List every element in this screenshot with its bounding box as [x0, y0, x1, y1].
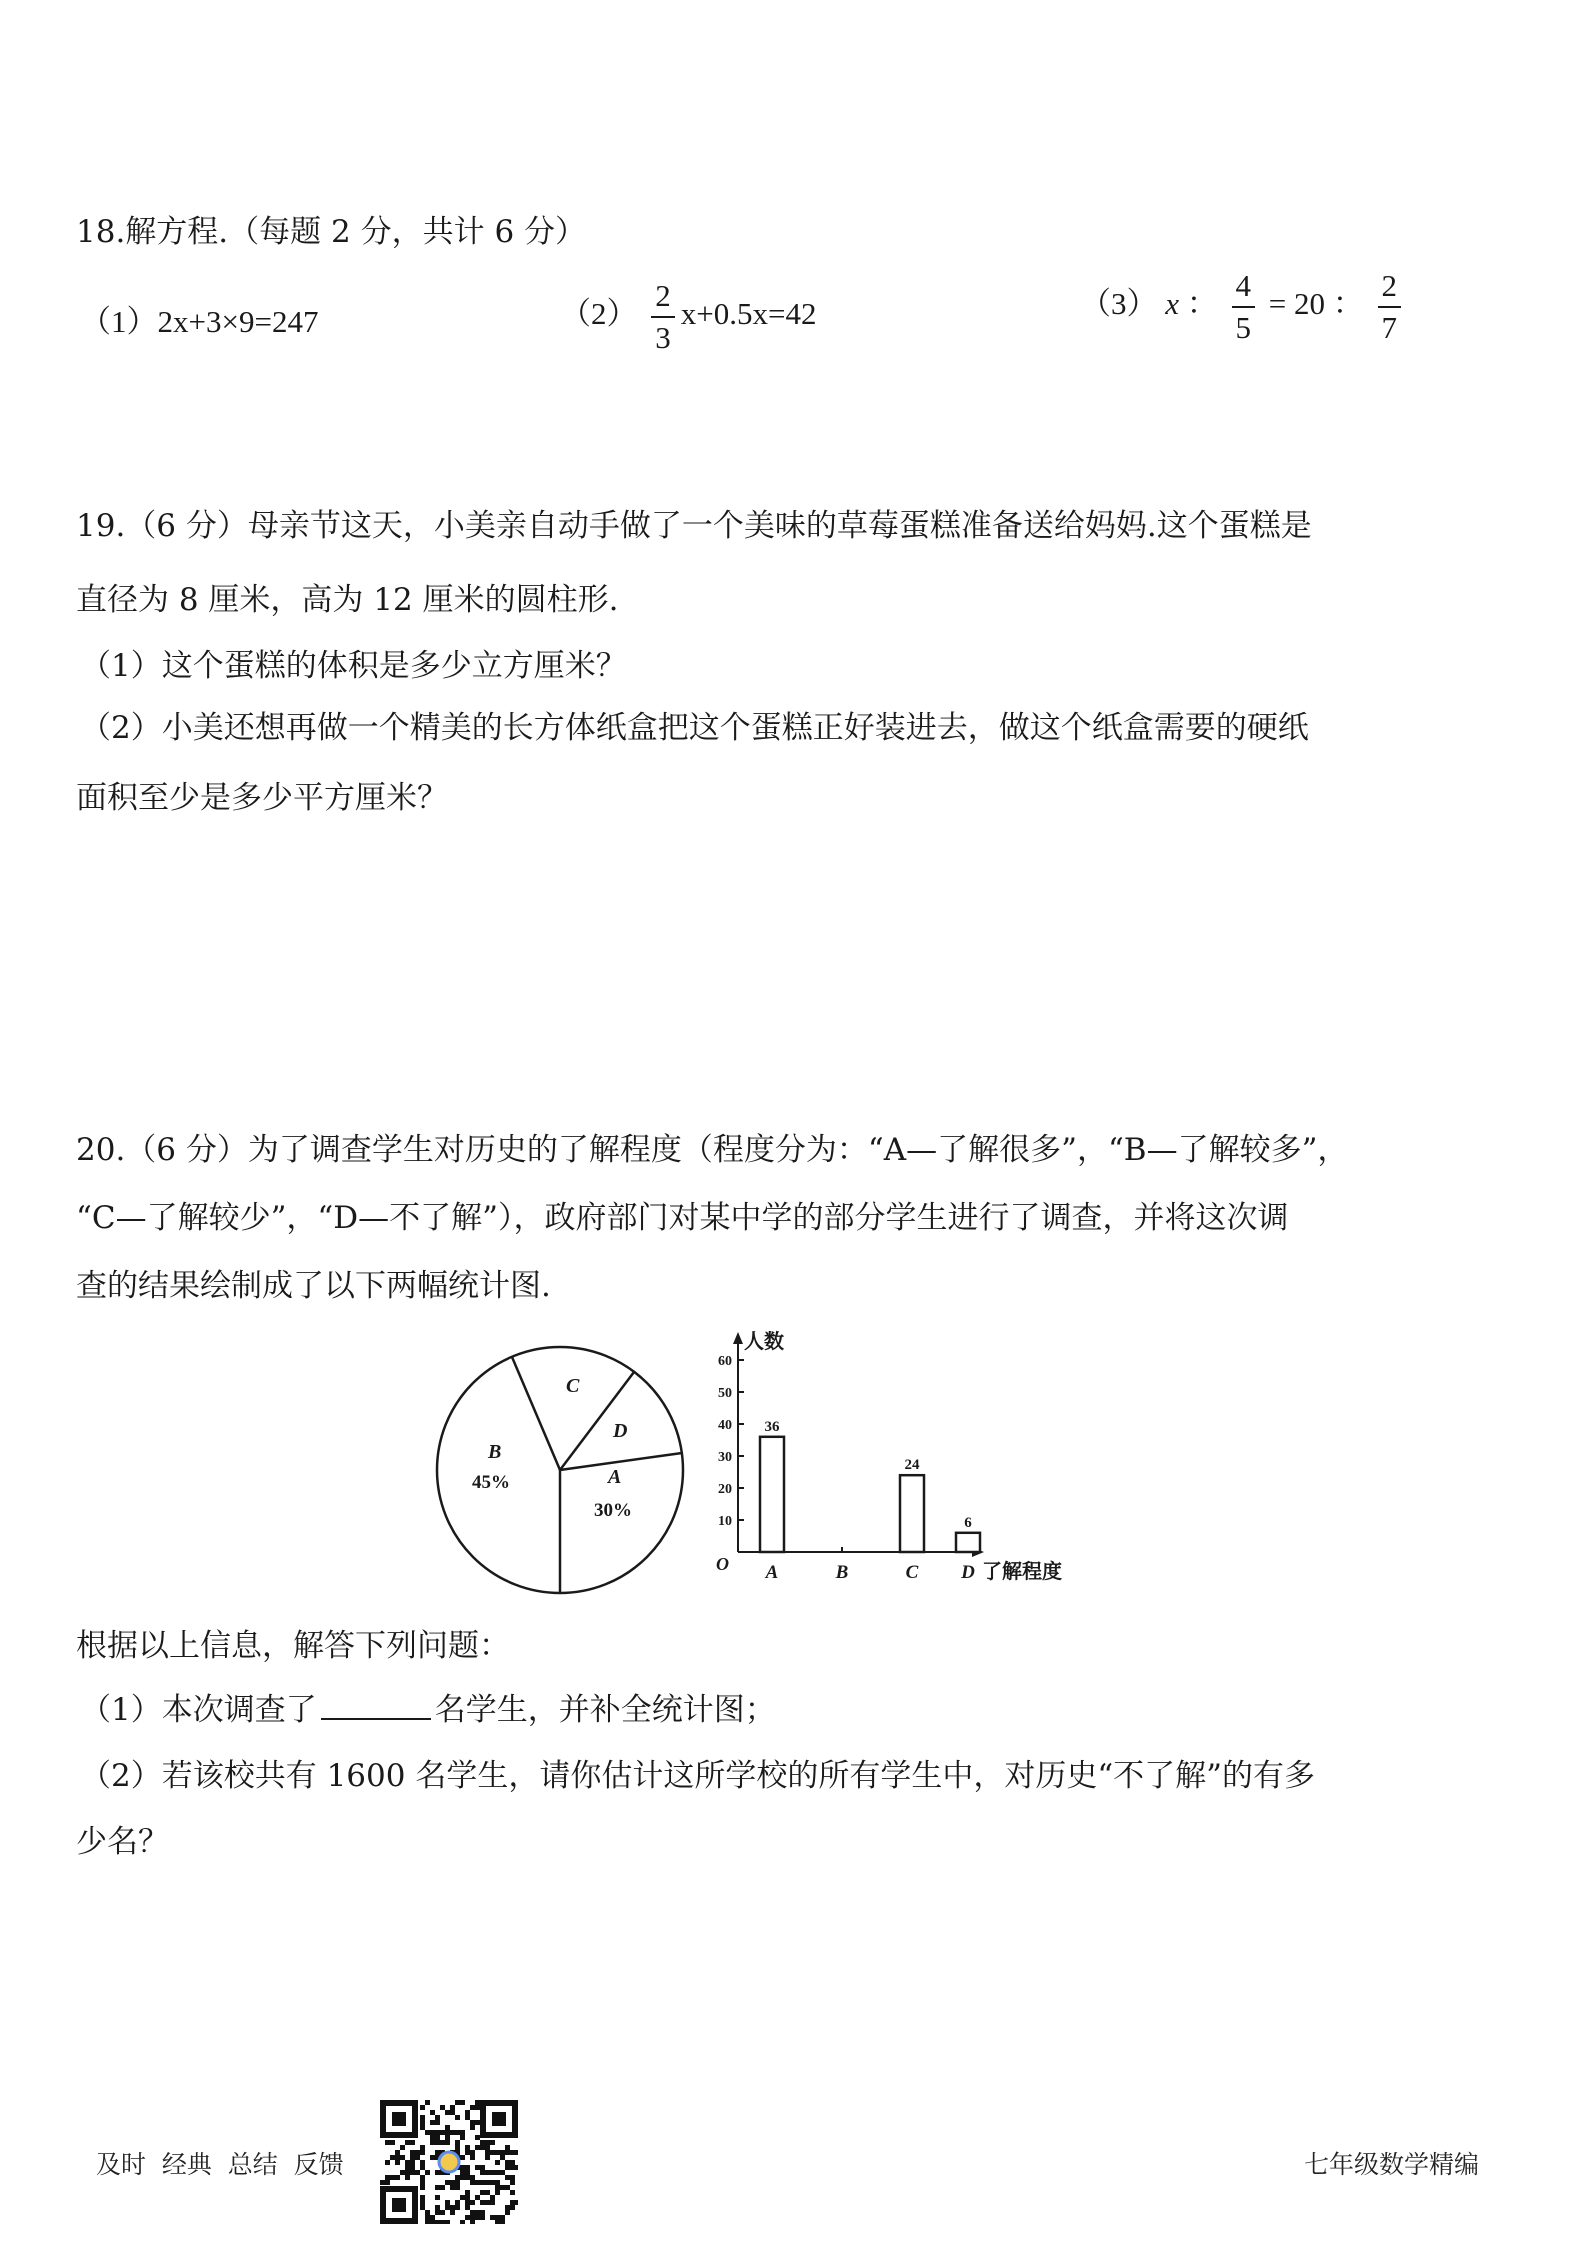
qr-module: [455, 2145, 460, 2150]
qr-module: [515, 2200, 518, 2205]
qr-module: [435, 2130, 440, 2135]
qr-module: [450, 2185, 455, 2190]
qr-module: [510, 2200, 515, 2205]
qr-module: [430, 2130, 435, 2135]
bar-data-label: 6: [964, 1514, 972, 1531]
bar-y-axis-arrow: [733, 1332, 743, 1344]
qr-module: [500, 2155, 505, 2160]
q18-part3-denominator1: 5: [1235, 310, 1252, 345]
qr-module: [420, 2195, 425, 2200]
qr-module: [480, 2145, 485, 2150]
qr-module: [430, 2120, 435, 2125]
qr-module: [440, 2220, 445, 2224]
qr-module: [460, 2135, 465, 2140]
qr-module: [470, 2125, 475, 2130]
q20-line2: “C—了解较少”，“D—不了解”），政府部门对某中学的部分学生进行了调查，并将这次调: [76, 1200, 1289, 1236]
qr-module: [405, 2165, 410, 2170]
qr-module: [495, 2170, 500, 2175]
qr-module: [405, 2170, 410, 2175]
qr-module: [485, 2170, 490, 2175]
qr-module: [495, 2190, 500, 2195]
qr-module: [385, 2140, 390, 2145]
bar-marks: [760, 1419, 980, 1583]
qr-module: [500, 2170, 505, 2175]
qr-module: [460, 2165, 465, 2170]
bar-origin-label: O: [716, 1554, 729, 1574]
qr-module: [495, 2185, 500, 2190]
q18-part3-colon1: ：: [1186, 286, 1218, 322]
qr-module: [470, 2150, 475, 2155]
qr-module: [485, 2190, 490, 2195]
q18-part3: [1080, 266, 1407, 348]
bar-ytick-label: 40: [718, 1418, 732, 1433]
qr-module: [385, 2180, 390, 2185]
qr-module: [410, 2150, 415, 2155]
qr-module: [460, 2220, 465, 2224]
bar-ytick-label: 60: [718, 1354, 732, 1369]
qr-module: [430, 2155, 435, 2160]
qr-module: [500, 2215, 505, 2220]
qr-code: [380, 2100, 518, 2224]
qr-module: [495, 2150, 500, 2155]
q20-sub2-line1: （2）若该校共有 1600 名学生，请你估计这所学校的所有学生中，对历史“不了解”的有多: [80, 1758, 1316, 1794]
bar-D: [956, 1533, 980, 1552]
qr-module: [400, 2155, 405, 2160]
q20-sub1: [80, 1690, 776, 1730]
qr-module: [490, 2200, 495, 2205]
qr-module: [450, 2210, 455, 2215]
qr-module: [405, 2160, 410, 2165]
footer-right-text: 七年级数学精编: [1304, 2150, 1480, 2179]
qr-module: [470, 2200, 475, 2205]
qr-module: [440, 2210, 445, 2215]
qr-module: [465, 2190, 470, 2195]
qr-module: [420, 2200, 425, 2205]
pie-label-d: D: [613, 1420, 628, 1442]
bar-ytick-label: 10: [718, 1514, 732, 1529]
pie-label-a: A: [608, 1466, 622, 1488]
pie-percent-a: 30%: [594, 1500, 632, 1521]
qr-module: [495, 2180, 500, 2185]
q19-sub2-line2: 面积至少是多少平方厘米？: [76, 780, 448, 816]
qr-module: [410, 2160, 415, 2165]
qr-module: [435, 2140, 440, 2145]
q18-part2-denominator: 3: [655, 320, 671, 355]
q18-part3-fraction1: [1232, 266, 1256, 348]
q18-part2-label: （2）: [560, 296, 638, 332]
qr-module: [420, 2175, 425, 2180]
q20-line3: 查的结果绘制成了以下两幅统计图.: [76, 1268, 551, 1304]
qr-module: [475, 2145, 480, 2150]
q18-part3-middle: = 20: [1268, 286, 1325, 322]
charts-area: [420, 1320, 1100, 1600]
q20-line1: 20.（6 分）为了调查学生对历史的了解程度（程度分为：“A—了解很多”，“B—了解较多”，: [76, 1132, 1349, 1168]
bar-C: [900, 1475, 924, 1552]
qr-module: [500, 2185, 505, 2190]
qr-module: [510, 2160, 515, 2165]
qr-module: [470, 2180, 475, 2185]
qr-module: [490, 2150, 495, 2155]
qr-module: [480, 2180, 485, 2185]
qr-module: [420, 2185, 425, 2190]
qr-module: [470, 2210, 475, 2215]
qr-module: [455, 2180, 460, 2185]
q20-sub2-line2: 少名？: [76, 1824, 169, 1860]
qr-module: [450, 2205, 455, 2210]
qr-module: [485, 2145, 490, 2150]
qr-module: [415, 2150, 420, 2155]
qr-module: [485, 2140, 490, 2145]
qr-module: [475, 2165, 480, 2170]
qr-module: [505, 2205, 510, 2210]
qr-module: [490, 2170, 495, 2175]
qr-module: [455, 2130, 460, 2135]
qr-module: [485, 2180, 490, 2185]
qr-module: [445, 2110, 450, 2115]
qr-module: [415, 2170, 420, 2175]
qr-module: [505, 2185, 510, 2190]
qr-module: [445, 2125, 450, 2130]
qr-module: [430, 2110, 435, 2115]
qr-module: [490, 2195, 495, 2200]
qr-module: [435, 2120, 440, 2125]
qr-module: [460, 2100, 465, 2105]
q18-part3-numerator1: 4: [1232, 266, 1256, 308]
q18-part3-x: x: [1165, 286, 1180, 322]
q18-part3-fraction2: [1378, 266, 1402, 348]
qr-module: [465, 2200, 470, 2205]
q18-part1: [80, 302, 318, 342]
q18-part2-fraction: [651, 276, 675, 358]
qr-module: [495, 2220, 500, 2224]
qr-module: [440, 2140, 445, 2145]
bar-A: [760, 1437, 784, 1552]
bar-chart: [716, 1329, 1062, 1583]
qr-module: [450, 2180, 455, 2185]
qr-module: [455, 2185, 460, 2190]
qr-module: [420, 2145, 425, 2150]
qr-module: [460, 2195, 465, 2200]
q18-part2-rest: x+0.5x=42: [680, 296, 817, 332]
qr-module: [420, 2205, 425, 2210]
pie-label-b: B: [488, 1441, 502, 1463]
qr-module: [440, 2105, 445, 2110]
qr-module: [455, 2115, 460, 2120]
qr-module: [490, 2180, 495, 2185]
qr-finder-top-right-core: [492, 2112, 506, 2126]
qr-module: [465, 2205, 470, 2210]
qr-module: [445, 2180, 450, 2185]
qr-module: [455, 2200, 460, 2205]
qr-code-svg: [380, 2100, 518, 2224]
q18-part3-label: （3）: [1080, 286, 1158, 322]
qr-module: [470, 2120, 475, 2125]
qr-module: [510, 2175, 515, 2180]
qr-module: [505, 2150, 510, 2155]
qr-module: [440, 2185, 445, 2190]
qr-module: [465, 2145, 470, 2150]
q18-title: 18.解方程.（每题 2 分，共计 6 分）: [76, 214, 587, 250]
qr-module: [390, 2140, 395, 2145]
q18-part3-denominator2: 7: [1381, 310, 1397, 345]
qr-module: [435, 2220, 440, 2224]
qr-module: [390, 2175, 395, 2180]
q18-part2: [560, 276, 816, 358]
qr-module: [435, 2170, 440, 2175]
qr-module: [425, 2100, 430, 2105]
qr-module: [390, 2155, 395, 2160]
q18-part3-numerator2: 2: [1378, 266, 1402, 308]
qr-module: [465, 2110, 470, 2115]
qr-module: [445, 2130, 450, 2135]
q19-sub1: （1）这个蛋糕的体积是多少立方厘米？: [80, 648, 627, 684]
qr-module: [455, 2100, 460, 2105]
qr-module: [385, 2160, 390, 2165]
qr-module: [480, 2190, 485, 2195]
q20-sub1-end: 名学生，并补全统计图；: [434, 1692, 776, 1728]
qr-module: [405, 2140, 410, 2145]
q19-sub2-line1: （2）小美还想再做一个精美的长方体纸盒把这个蛋糕正好装进去，做这个纸盒需要的硬纸: [80, 710, 1309, 746]
qr-module: [380, 2180, 385, 2185]
qr-module: [395, 2160, 400, 2165]
qr-module: [430, 2135, 435, 2140]
qr-module: [440, 2130, 445, 2135]
q18-part3-colon2: ：: [1332, 286, 1364, 322]
qr-module: [460, 2130, 465, 2135]
qr-module: [480, 2215, 485, 2220]
qr-module: [420, 2105, 425, 2110]
q20-after-text: 根据以上信息，解答下列问题：: [76, 1628, 510, 1664]
qr-module: [455, 2205, 460, 2210]
qr-module: [450, 2105, 455, 2110]
charts-svg: [420, 1320, 1100, 1600]
bar-category-label: B: [835, 1562, 849, 1583]
qr-module: [425, 2215, 430, 2220]
qr-module: [445, 2200, 450, 2205]
qr-module: [465, 2115, 470, 2120]
qr-module: [505, 2145, 510, 2150]
qr-module: [415, 2155, 420, 2160]
qr-module: [410, 2140, 415, 2145]
qr-module: [505, 2175, 510, 2180]
q18-part1-label: （1）: [80, 304, 158, 339]
bar-ticks: [718, 1354, 744, 1529]
q19-line1: 19.（6 分）母亲节这天，小美亲自动手做了一个美味的草莓蛋糕准备送给妈妈.这个蛋糕是: [76, 508, 1312, 544]
qr-module: [430, 2220, 435, 2224]
qr-module: [495, 2215, 500, 2220]
q18-part1-expression: 2x+3×9=247: [157, 304, 319, 339]
pie-percent-b: 45%: [472, 1472, 510, 1493]
qr-module: [425, 2130, 430, 2135]
qr-module: [445, 2135, 450, 2140]
bar-ytick-label: 30: [718, 1450, 732, 1465]
qr-module: [510, 2180, 515, 2185]
qr-module: [475, 2215, 480, 2220]
qr-module: [400, 2145, 405, 2150]
qr-module: [510, 2150, 515, 2155]
qr-module: [395, 2175, 400, 2180]
qr-module: [475, 2210, 480, 2215]
qr-module: [420, 2160, 425, 2165]
qr-module: [505, 2165, 510, 2170]
qr-module: [460, 2170, 465, 2175]
qr-module: [465, 2165, 470, 2170]
qr-module: [435, 2115, 440, 2120]
qr-module: [430, 2215, 435, 2220]
qr-module: [485, 2200, 490, 2205]
qr-module: [475, 2120, 480, 2125]
qr-finder-bottom-left-core: [392, 2198, 406, 2212]
qr-module: [455, 2140, 460, 2145]
qr-module: [435, 2185, 440, 2190]
qr-module: [435, 2210, 440, 2215]
bar-ytick-label: 20: [718, 1482, 732, 1497]
footer-left-text: 及时 经典 总结 反馈: [96, 2150, 344, 2179]
q19-line2: 直径为 8 厘米，高为 12 厘米的圆柱形.: [76, 582, 619, 618]
pie-divider-b-c: [512, 1357, 560, 1470]
bar-category-label: D: [961, 1562, 975, 1583]
qr-finder-top-left-core: [392, 2112, 406, 2126]
qr-module: [470, 2215, 475, 2220]
qr-module: [515, 2150, 518, 2155]
qr-module: [505, 2210, 510, 2215]
qr-module: [475, 2180, 480, 2185]
qr-module: [500, 2150, 505, 2155]
bar-x-axis-title: 了解程度: [982, 1561, 1062, 1583]
qr-module: [445, 2205, 450, 2210]
qr-module: [475, 2105, 480, 2110]
qr-module: [480, 2170, 485, 2175]
qr-module: [420, 2165, 425, 2170]
qr-module: [500, 2220, 505, 2224]
qr-module: [460, 2155, 465, 2160]
qr-module: [465, 2215, 470, 2220]
qr-module: [470, 2155, 475, 2160]
qr-module: [510, 2190, 515, 2195]
qr-module: [460, 2175, 465, 2180]
qr-module: [435, 2195, 440, 2200]
qr-module: [510, 2165, 515, 2170]
qr-module: [420, 2180, 425, 2185]
bar-ytick-label: 50: [718, 1386, 732, 1401]
qr-module: [420, 2125, 425, 2130]
qr-module: [405, 2175, 410, 2180]
bar-data-label: 36: [764, 1418, 780, 1435]
qr-module: [515, 2165, 518, 2170]
qr-module: [470, 2220, 475, 2224]
qr-module: [475, 2195, 480, 2200]
qr-module: [445, 2220, 450, 2224]
qr-module: [420, 2120, 425, 2125]
qr-module: [400, 2170, 405, 2175]
qr-module: [420, 2115, 425, 2120]
qr-module: [470, 2175, 475, 2180]
qr-module: [485, 2155, 490, 2160]
qr-module: [410, 2165, 415, 2170]
qr-module: [410, 2155, 415, 2160]
qr-module: [480, 2200, 485, 2205]
qr-module: [455, 2175, 460, 2180]
qr-module: [465, 2195, 470, 2200]
qr-module: [425, 2220, 430, 2224]
qr-module: [475, 2100, 480, 2105]
qr-module: [485, 2150, 490, 2155]
qr-module: [425, 2210, 430, 2215]
bar-category-label: A: [765, 1562, 779, 1583]
qr-module: [395, 2150, 400, 2155]
qr-module: [465, 2150, 470, 2155]
q20-sub1-start: （1）本次调查了: [80, 1692, 317, 1728]
qr-module: [495, 2160, 500, 2165]
bar-data-label: 24: [904, 1457, 920, 1474]
qr-module: [480, 2165, 485, 2170]
qr-module: [490, 2140, 495, 2145]
qr-module: [430, 2140, 435, 2145]
bar-y-axis-title: 人数: [744, 1331, 784, 1353]
qr-module: [480, 2140, 485, 2145]
qr-module: [435, 2135, 440, 2140]
qr-module: [410, 2170, 415, 2175]
qr-module: [395, 2155, 400, 2160]
qr-module: [510, 2205, 515, 2210]
q20-answer-blank: [321, 1690, 431, 1720]
qr-module: [475, 2135, 480, 2140]
qr-module: [490, 2215, 495, 2220]
qr-module: [435, 2150, 440, 2155]
qr-module: [435, 2205, 440, 2210]
pie-chart: [437, 1347, 683, 1593]
qr-module: [420, 2150, 425, 2155]
pie-label-c: C: [566, 1375, 580, 1397]
qr-module: [450, 2110, 455, 2115]
qr-module: [505, 2160, 510, 2165]
qr-module: [470, 2105, 475, 2110]
qr-center-logo: [439, 2152, 459, 2172]
qr-module: [425, 2170, 430, 2175]
qr-module: [465, 2175, 470, 2180]
qr-module: [465, 2170, 470, 2175]
qr-module: [450, 2130, 455, 2135]
qr-module: [385, 2175, 390, 2180]
qr-module: [480, 2210, 485, 2215]
bar-category-label: C: [905, 1562, 919, 1583]
qr-module: [445, 2140, 450, 2145]
q18-part2-numerator: 2: [651, 276, 675, 318]
